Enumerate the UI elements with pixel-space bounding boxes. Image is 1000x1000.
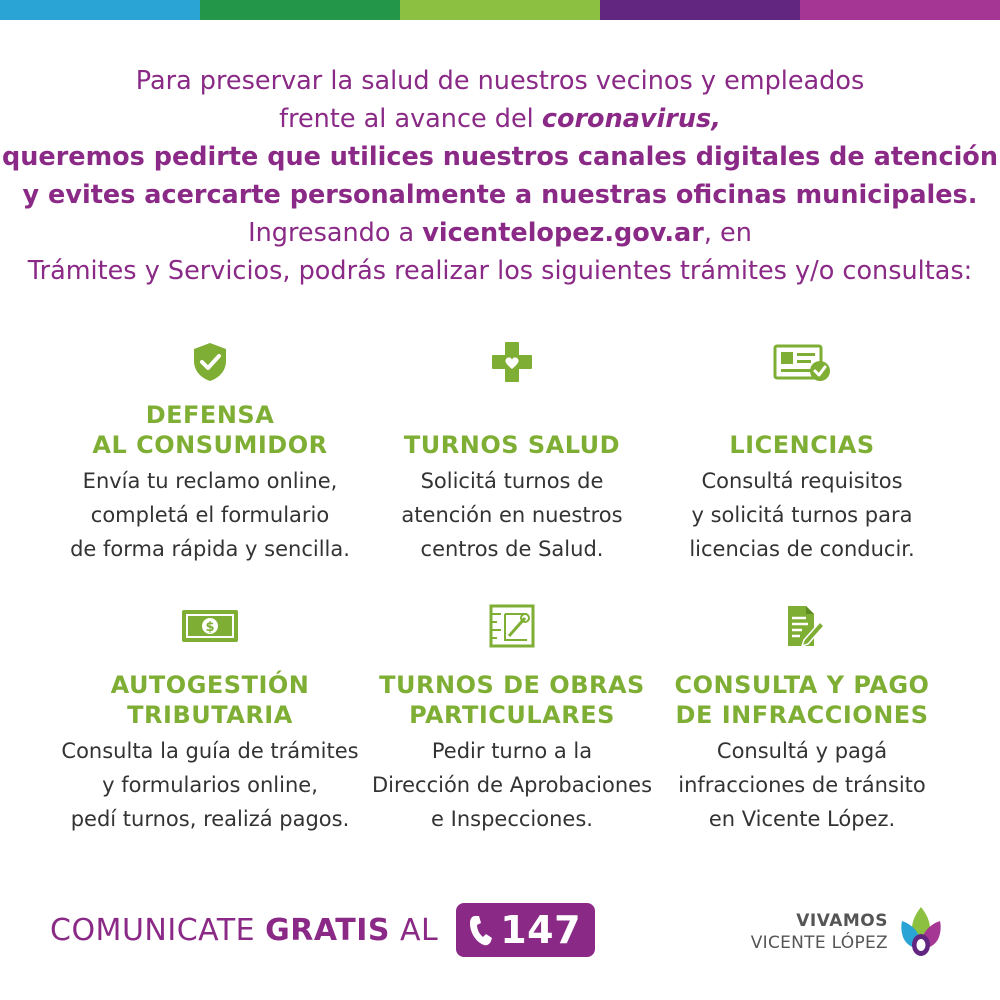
top-bar-segment-purple — [600, 0, 800, 20]
document-edit-icon — [780, 604, 824, 648]
cta-text-pre: COMUNICATE — [50, 912, 256, 948]
top-bar-segment-magenta — [800, 0, 1000, 20]
service-licencias[interactable] — [637, 340, 967, 566]
health-cross-icon — [490, 340, 534, 384]
phone-icon — [468, 913, 494, 947]
service-description: Consultá y pagá infracciones de tránsito en Vicente López. — [678, 739, 926, 831]
intro-line-6: Trámites y Servicios, podrás realizar los siguientes trámites y/o consultas: — [27, 256, 973, 286]
top-color-bar — [0, 0, 1000, 20]
services-grid — [0, 330, 1000, 850]
intro-line-3: queremos pedirte que utilices nuestros canales digitales de atención — [2, 142, 998, 172]
blueprint-icon — [487, 604, 537, 648]
service-consulta-pago-infracciones[interactable] — [637, 604, 967, 836]
intro-line-2 — [0, 100, 1000, 138]
service-description: Consulta la guía de trámites y formularios online, pedí turnos, realizá pagos. — [61, 739, 359, 831]
intro-line-2-pre: frente al avance del — [279, 104, 542, 134]
brand-line-2: VICENTE LÓPEZ — [750, 933, 888, 953]
phone-number-badge[interactable] — [456, 903, 595, 957]
brand-text — [751, 910, 888, 954]
service-defensa-consumidor[interactable] — [45, 340, 375, 566]
svg-text:$: $ — [205, 620, 215, 635]
cta-text-post: AL — [399, 912, 439, 948]
money-bill-icon — [180, 604, 240, 648]
service-description: Pedir turno a la Dirección de Aprobaciones e Inspecciones. — [371, 739, 653, 831]
service-turnos-obras-particulares[interactable] — [347, 604, 677, 836]
service-turnos-salud[interactable] — [347, 340, 677, 566]
call-to-action — [50, 903, 595, 957]
top-bar-segment-blue — [0, 0, 200, 20]
phone-number: 147 — [500, 908, 582, 952]
service-description: Consultá requisitos y solicitá turnos para licencias de conducir. — [689, 469, 915, 561]
service-title: LICENCIAS — [729, 431, 875, 459]
top-bar-segment-green — [200, 0, 400, 20]
shield-check-icon — [188, 340, 232, 384]
brand-line-1: VIVAMOS — [796, 911, 888, 931]
intro-line-1: Para preservar la salud de nuestros vecinos y empleados — [135, 66, 865, 96]
intro-coronavirus: coronavirus, — [541, 104, 721, 134]
service-description: Envía tu reclamo online, completá el formulario de forma rápida y sencilla. — [70, 469, 350, 561]
service-title: CONSULTA Y PAGO DE INFRACCIONES — [674, 671, 930, 729]
service-title: DEFENSA AL CONSUMIDOR — [92, 401, 328, 459]
cta-text-bold: GRATIS — [265, 912, 390, 948]
service-title: TURNOS DE OBRAS PARTICULARES — [379, 671, 645, 729]
intro-line-5-post: , en — [703, 218, 752, 248]
service-title: AUTOGESTIÓN TRIBUTARIA — [110, 671, 310, 729]
top-bar-segment-lightgreen — [400, 0, 600, 20]
vicente-lopez-logo-icon — [896, 905, 946, 959]
service-autogestion-tributaria[interactable] — [45, 604, 375, 836]
license-card-icon — [772, 340, 832, 384]
service-description: Solicitá turnos de atención en nuestros centros de Salud. — [401, 469, 623, 561]
brand-logo-block — [751, 905, 946, 959]
intro-line-5 — [0, 214, 1000, 252]
service-title: TURNOS SALUD — [403, 431, 621, 459]
intro-line-4: y evites acercarte personalmente a nuestras oficinas municipales. — [22, 180, 978, 210]
intro-line-5-pre: Ingresando a — [248, 218, 423, 248]
intro-text — [0, 62, 1000, 290]
intro-website-link[interactable]: vicentelopez.gov.ar — [422, 218, 704, 248]
